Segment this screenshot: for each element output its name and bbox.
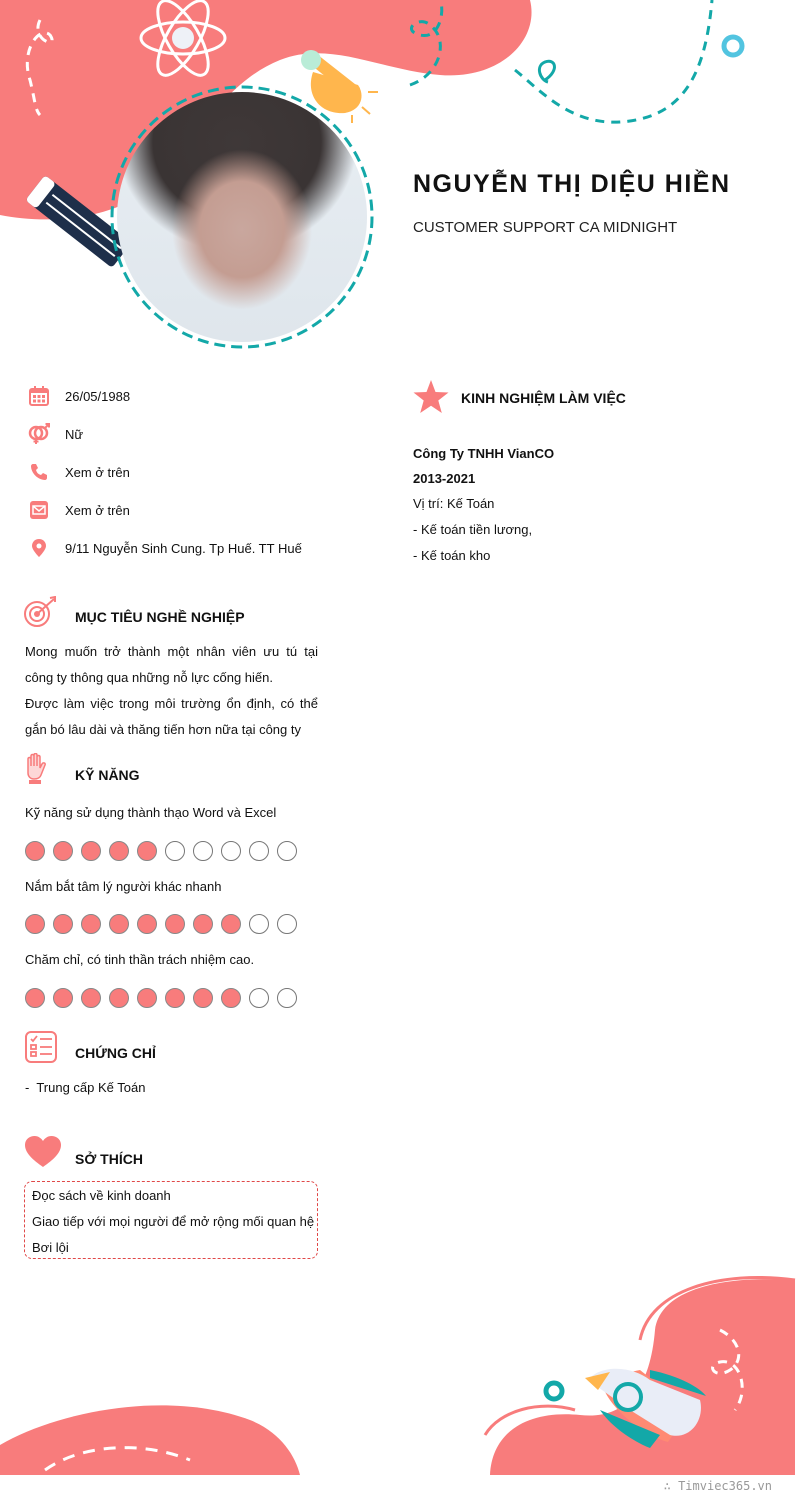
rating-dot-filled (221, 988, 241, 1008)
rating-dot-filled (81, 914, 101, 934)
rating-dot-empty (277, 841, 297, 861)
rating-dot-filled (165, 914, 185, 934)
rating-dot-filled (25, 988, 45, 1008)
rating-dot-filled (25, 841, 45, 861)
certificates-title: CHỨNG CHỈ (75, 1045, 156, 1061)
rating-dot-empty (165, 841, 185, 861)
contact-email (25, 496, 130, 524)
objective-title: MỤC TIÊU NGHỀ NGHIỆP (75, 609, 245, 625)
envelope-icon (25, 496, 53, 524)
job-title: CUSTOMER SUPPORT CA MIDNIGHT (413, 219, 678, 236)
calendar-icon (25, 382, 53, 410)
objective-text (25, 639, 318, 743)
star-icon (413, 380, 449, 414)
footer-decoration (0, 1270, 800, 1475)
hobbies-title: SỞ THÍCH (75, 1151, 143, 1167)
hobbies-list (24, 1181, 318, 1259)
rating-dot-empty (193, 841, 213, 861)
rating-dot-filled (137, 988, 157, 1008)
rating-dot-filled (221, 914, 241, 934)
heart-icon (25, 1136, 61, 1168)
rating-dot-filled (109, 841, 129, 861)
watermark: ∴ Timviec365.vn (663, 1479, 772, 1493)
hobby-item: Giao tiếp với mọi người để mở rộng mối quan hệ (32, 1214, 315, 1229)
rating-dot-filled (53, 841, 73, 861)
lightbulb-icon (301, 50, 378, 123)
rating-dot-filled (81, 841, 101, 861)
map-pin-icon (25, 534, 53, 562)
target-icon (24, 596, 58, 628)
contact-address (25, 534, 302, 562)
certificate-item: - Trung cấp Kế Toán (25, 1080, 146, 1095)
skill-label: Kỹ năng sử dụng thành thạo Word và Excel (25, 805, 277, 820)
phone-value: Xem ở trên (65, 464, 130, 480)
experience-duty: - Kế toán tiền lương, (413, 522, 533, 537)
rating-dot-filled (137, 841, 157, 861)
checklist-icon (25, 1031, 57, 1063)
contact-phone (25, 458, 130, 486)
rating-dot-empty (249, 988, 269, 1008)
rating-dot-filled (165, 988, 185, 1008)
experience-period: 2013-2021 (413, 471, 476, 486)
rating-dot-filled (53, 914, 73, 934)
rating-dot-filled (81, 988, 101, 1008)
rating-dot-filled (25, 914, 45, 934)
birthday-value: 26/05/1988 (65, 388, 131, 404)
gender-value: Nữ (65, 426, 84, 442)
rating-dot-empty (249, 841, 269, 861)
rating-dot-filled (193, 914, 213, 934)
skill-rating (25, 841, 297, 861)
objective-line: Được làm việc trong môi trường ổn định, có thể gắn bó lâu dài và thăng tiến hơn nữa tại công ty (25, 696, 318, 737)
contact-birthday (25, 382, 130, 410)
experience-title: KINH NGHIỆM LÀM VIỆC (461, 390, 626, 406)
skill-label: Nắm bắt tâm lý người khác nhanh (25, 879, 222, 894)
skill-label: Chăm chỉ, có tinh thần trách nhiệm cao. (25, 952, 255, 967)
rating-dot-filled (109, 988, 129, 1008)
experience-company: Công Ty TNHH VianCO (413, 446, 555, 461)
rating-dot-empty (249, 914, 269, 934)
experience-duty: - Kế toán kho (413, 548, 491, 563)
hand-icon (24, 753, 48, 785)
candidate-name: NGUYỄN THỊ DIỆU HIỀN (413, 170, 731, 198)
rating-dot-empty (221, 841, 241, 861)
profile-photo (117, 92, 367, 342)
contact-gender (25, 420, 83, 448)
skills-title: KỸ NĂNG (75, 767, 140, 783)
rating-dot-filled (109, 914, 129, 934)
skill-rating (25, 988, 297, 1008)
gender-icon (25, 420, 53, 448)
hobby-item: Bơi lội (32, 1240, 69, 1255)
rating-dot-empty (277, 914, 297, 934)
rating-dot-empty (277, 988, 297, 1008)
rating-dot-filled (137, 914, 157, 934)
experience-position: Vị trí: Kế Toán (413, 496, 495, 511)
phone-icon (25, 458, 53, 486)
rating-dot-filled (53, 988, 73, 1008)
address-value: 9/11 Nguyễn Sinh Cung. Tp Huế. TT Huế (65, 540, 302, 556)
objective-line: Mong muốn trở thành một nhân viên ưu tú tại công ty thông qua những nỗ lực cống hiến. (25, 644, 318, 685)
skill-rating (25, 914, 297, 934)
rating-dot-filled (193, 988, 213, 1008)
hobby-item: Đọc sách về kinh doanh (32, 1188, 171, 1203)
email-value: Xem ở trên (65, 502, 130, 518)
